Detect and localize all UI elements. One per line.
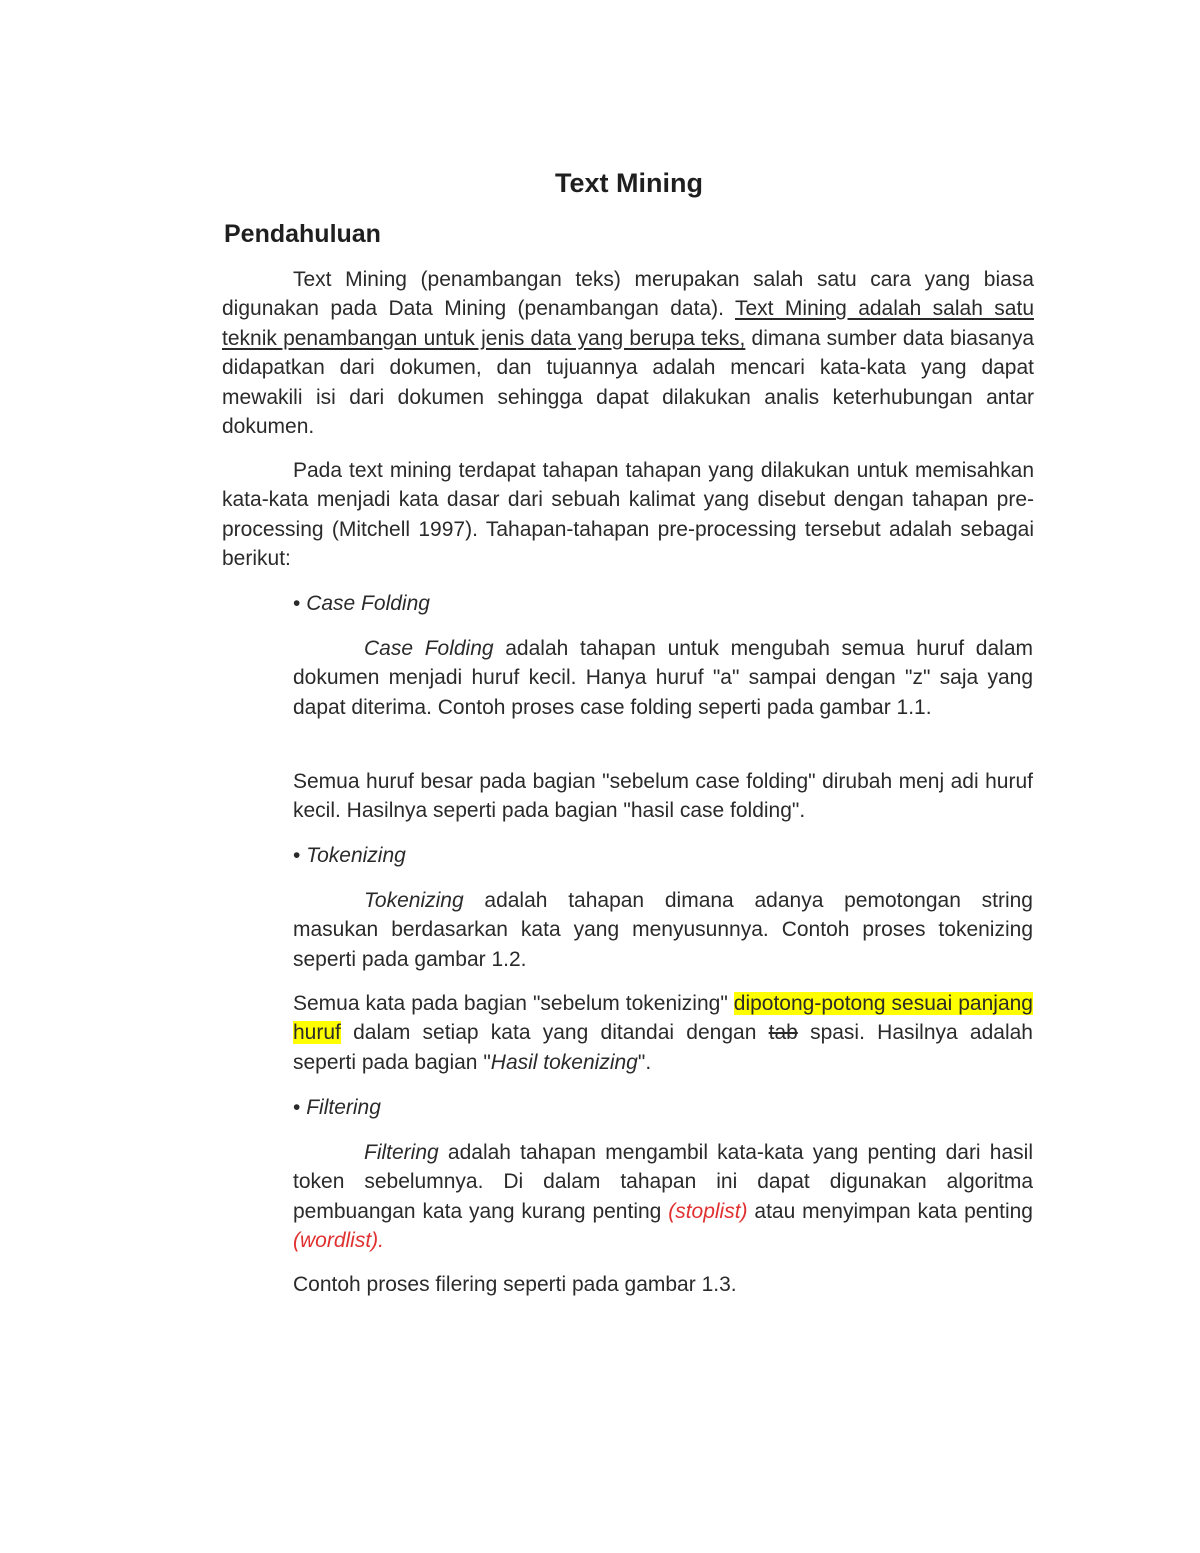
tokenizing-ex-text-3: spasi. Hasilnya adalah seperti pada bagian " [293, 1021, 1033, 1074]
intro-underlined-definition: Text Mining adalah salah satu teknik penambangan untuk jenis data yang berupa teks, [222, 297, 1034, 350]
filtering-definition [293, 1138, 1033, 1256]
tokenizing-definition [293, 886, 1033, 974]
tokenizing-ex-text-1: Semua kata pada bagian "sebelum tokenizing" [293, 992, 734, 1015]
case-folding-definition [293, 634, 1033, 722]
bullet-dot: • [293, 592, 301, 615]
preprocessing-paragraph: Pada text mining terdapat tahapan tahapan yang dilakukan untuk memisahkan kata-kata menjadi kata dasar dari sebuah kalimat yang disebut dengan tahapan pre-processing (Mitchell 1997). Tahapan-tahapan pre-processing tersebut adalah sebagai berikut: [222, 459, 1034, 571]
highlighted-text: dipotong-potong sesuai panjang huruf [293, 992, 1033, 1045]
strikethrough-text: tab [768, 1021, 798, 1045]
tokenizing-example [293, 989, 1033, 1077]
case-folding-term: Case Folding [364, 637, 494, 660]
filtering-term: Filtering [364, 1141, 439, 1164]
stoplist-term: (stoplist) [668, 1199, 748, 1223]
intro-text-2: dimana sumber data biasanya didapatkan dari dokumen, dan tujuannya adalah mencari kata-kata yang dapat mewakili isi dari dokumen sehingga dapat dilakukan analis keterhubungan antar dokumen. [222, 326, 1034, 439]
case-folding-def-text: adalah tahapan untuk mengubah semua huruf dalam dokumen menjadi huruf kecil. Hanya huruf "a" sampai dengan "z" saja yang dapat diterima. Contoh proses case folding seperti pada gambar 1.1. [293, 637, 1033, 719]
filtering-example: Contoh proses filering seperti pada gambar 1.3. [293, 1273, 737, 1296]
tokenizing-term: Tokenizing [364, 889, 464, 912]
bullet-label: Filtering [306, 1096, 381, 1119]
bullet-label: Tokenizing [306, 844, 406, 867]
bullet-filtering [293, 1093, 381, 1122]
bullet-dot: • [293, 1096, 301, 1119]
bullet-case-folding [293, 589, 430, 618]
tokenizing-def-text: adalah tahapan dimana adanya pemotongan string masukan berdasarkan kata yang menyusunnya. Contoh proses tokenizing seperti pada gambar 1.2. [293, 889, 1033, 971]
wordlist-term: (wordlist). [293, 1229, 385, 1253]
tokenizing-ex-text-4: ". [637, 1050, 652, 1074]
tokenizing-ex-text-2: dalam setiap kata yang ditandai dengan [340, 1021, 769, 1045]
case-folding-example: Semua huruf besar pada bagian "sebelum case folding" dirubah menj adi huruf kecil. Hasilnya seperti pada bagian "hasil case folding". [293, 770, 1033, 823]
bullet-label: Case Folding [306, 592, 430, 615]
intro-text-1: Text Mining (penambangan teks) merupakan salah satu cara yang biasa digunakan pada Data Mining (penambangan data). [222, 268, 1034, 321]
section-heading: Pendahuluan [224, 220, 381, 248]
filtering-def-text-2: atau menyimpan kata penting [747, 1199, 1033, 1223]
filtering-def-text-1: adalah tahapan mengambil kata-kata yang penting dari hasil token sebelumnya. Di dalam tahapan ini dapat digunakan algoritma pembuangan kata yang kurang penting [293, 1141, 1033, 1223]
italic-text: Hasil tokenizing [490, 1050, 638, 1074]
intro-paragraph [222, 265, 1034, 441]
bullet-dot: • [293, 844, 301, 867]
bullet-tokenizing [293, 841, 406, 870]
document-title: Text Mining [555, 168, 703, 198]
